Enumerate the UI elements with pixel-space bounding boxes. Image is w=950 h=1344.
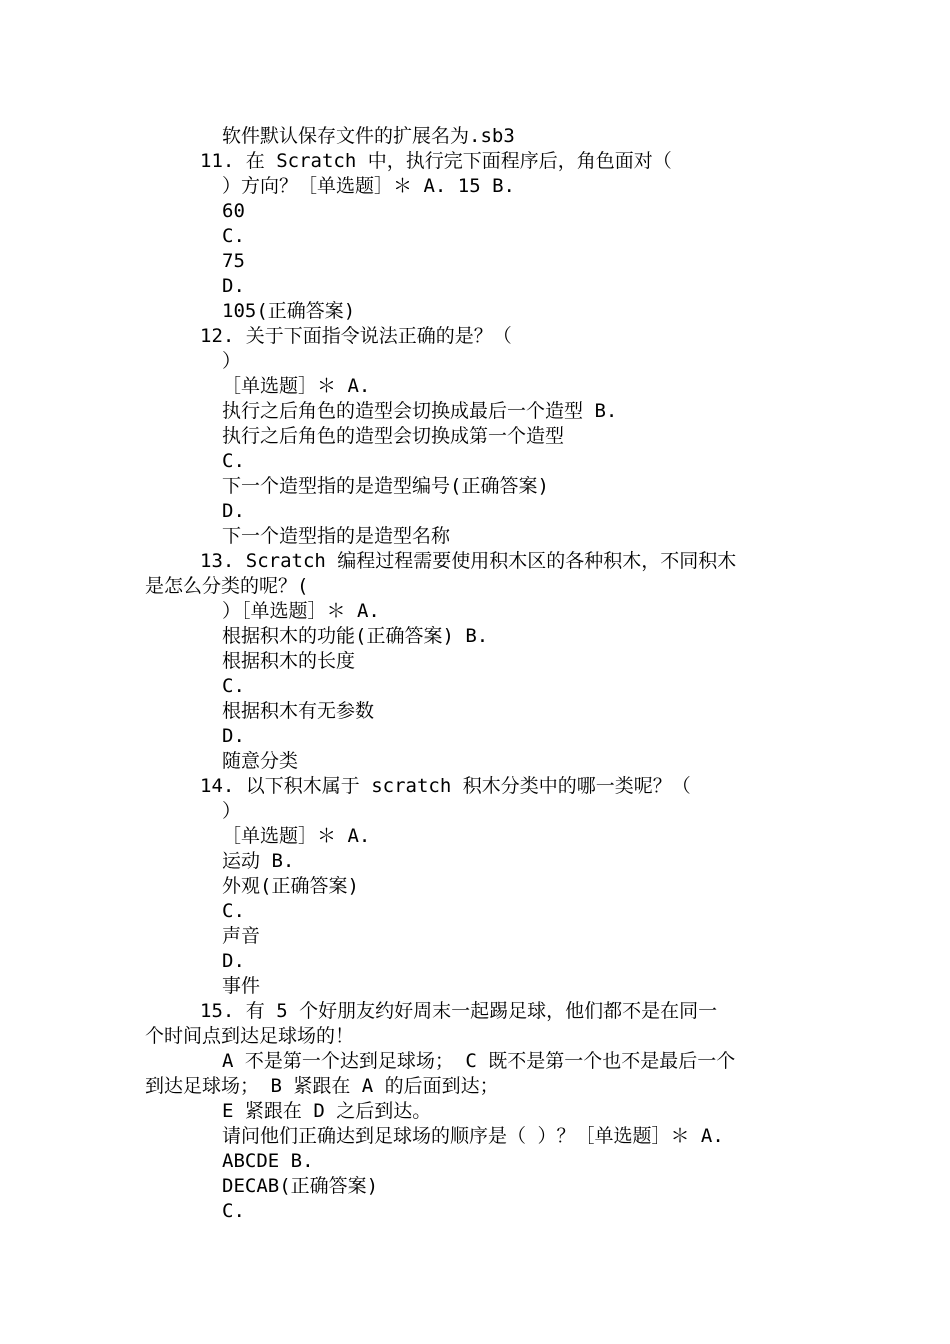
question-type-label: ［单选题］＊ A.	[222, 375, 371, 397]
option-text: 根据积木的长度	[222, 650, 356, 672]
option-text: 75	[222, 250, 245, 272]
question-14-stem-cont: ）	[222, 800, 242, 822]
option-text: 执行之后角色的造型会切换成第一个造型	[222, 425, 565, 447]
option-text: 下一个造型指的是造型名称	[222, 525, 451, 547]
option-letter: D.	[222, 950, 245, 972]
question-14-stem: 14. 以下积木属于 scratch 积木分类中的哪一类呢？（	[200, 775, 691, 797]
option-letter: C.	[222, 1200, 245, 1222]
question-type-label: ）［单选题］＊ A.	[222, 600, 380, 622]
option-letter: C.	[222, 225, 245, 247]
question-12-stem-cont: ）	[222, 350, 242, 372]
question-13-stem-cont: 是怎么分类的呢？(	[145, 575, 309, 597]
question-type-label: ［单选题］＊ A.	[222, 825, 371, 847]
option-letter: C.	[222, 900, 245, 922]
option-text: 事件	[222, 975, 261, 997]
option-text: 60	[222, 200, 245, 222]
question-15-condition: E 紧跟在 D 之后到达。	[222, 1100, 432, 1122]
question-15-prompt: 请问他们正确达到足球场的顺序是（ ）？［单选题］＊ A.	[222, 1125, 724, 1147]
option-text: ABCDE B.	[222, 1150, 314, 1172]
question-15-stem-cont: 个时间点到达足球场的！	[145, 1025, 355, 1047]
option-text-correct: 105(正确答案)	[222, 300, 356, 322]
question-11-stem-cont: ）方向？［单选题］＊ A. 15 B.	[222, 175, 515, 197]
question-13-stem: 13. Scratch 编程过程需要使用积木区的各种积木，不同积木	[200, 550, 737, 572]
text-line: 软件默认保存文件的扩展名为.sb3	[222, 125, 515, 147]
option-text: 随意分类	[222, 750, 299, 772]
option-text-correct: 下一个造型指的是造型编号(正确答案)	[222, 475, 549, 497]
option-text-correct: 外观(正确答案)	[222, 875, 359, 897]
option-text: 执行之后角色的造型会切换成最后一个造型 B.	[222, 400, 618, 422]
option-text: 根据积木有无参数	[222, 700, 375, 722]
question-15-condition: A 不是第一个达到足球场； C 既不是第一个也不是最后一个	[222, 1050, 736, 1072]
question-12-stem: 12. 关于下面指令说法正确的是？（	[200, 325, 512, 347]
option-letter: C.	[222, 675, 245, 697]
option-letter: D.	[222, 275, 245, 297]
option-text-correct: 根据积木的功能(正确答案) B.	[222, 625, 489, 647]
option-letter: D.	[222, 725, 245, 747]
question-11-stem: 11. 在 Scratch 中，执行完下面程序后，角色面对（	[200, 150, 672, 172]
option-text: 运动 B.	[222, 850, 295, 872]
option-letter: D.	[222, 500, 245, 522]
option-text: 声音	[222, 925, 261, 947]
option-text-correct: DECAB(正确答案)	[222, 1175, 379, 1197]
question-15-stem: 15. 有 5 个好朋友约好周末一起踢足球，他们都不是在同一	[200, 1000, 718, 1022]
option-letter: C.	[222, 450, 245, 472]
question-15-condition-cont: 到达足球场； B 紧跟在 A 的后面到达；	[145, 1075, 499, 1097]
